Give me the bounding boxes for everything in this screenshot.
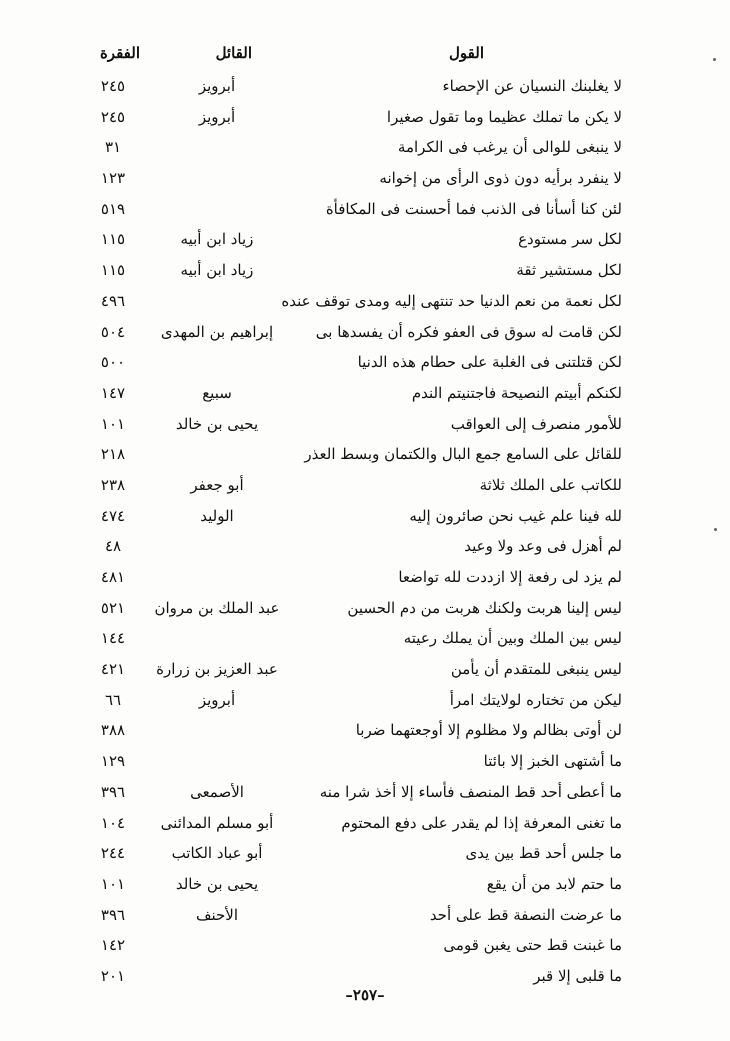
quote-text: ما جلس أحد قط بين يدى: [465, 844, 622, 863]
table-row: [0, 746, 730, 777]
quote-text: للقائل على السامع جمع البال والكتمان وبسط العذر: [304, 445, 622, 464]
table-row: [0, 777, 730, 808]
quote-text: لكل نعمة من نعم الدنيا حد تنتهى إليه ومدى توقف عنده: [281, 291, 622, 310]
quote-text: لكنكم أبيتم النصيحة فاجتنيتم الندم: [411, 383, 622, 402]
paragraph-number: ١٤٤: [100, 629, 126, 648]
quote-text: لكل سر مستودع: [518, 230, 622, 249]
paragraph-number: ٥٠٤: [100, 322, 126, 341]
speaker-name: عبد الملك بن مروان: [154, 598, 280, 617]
table-row: [0, 900, 730, 931]
table-row: [0, 808, 730, 839]
paragraph-number: ٣١: [104, 138, 122, 157]
quote-text: ليس إلينا هربت ولكنك هربت من دم الحسين: [347, 598, 622, 617]
speaker-name: أبو عباد الكاتب: [171, 844, 263, 863]
quote-text: لكن قتلتنى فى الغلبة على حطام هذه الدنيا: [357, 353, 622, 372]
quote-text: ما أشتهى الخبز إلا بائتا: [483, 752, 622, 771]
speaker-name: عبد العزيز بن زرارة: [156, 660, 278, 679]
quote-text: لم أهزل فى وعد ولا وعيد: [464, 537, 622, 556]
paragraph-number: ٢٠١: [100, 966, 126, 985]
quote-text: لئن كنا أسأنا فى الذنب فما أحسنت فى المكافأة: [325, 199, 622, 218]
header-quote: القول: [449, 44, 484, 62]
paragraph-number: ١٤٧: [100, 383, 126, 402]
quote-text: لا ينفرد برأيه دون ذوى الرأى من إخوانه: [379, 169, 622, 188]
quote-text: ليس ينبغى للمتقدم أن يأمن: [450, 660, 622, 679]
speaker-name: إبراهيم بن المهدى: [160, 322, 274, 341]
quote-text: لا يكن ما تملك عظيما وما تقول صغيرا: [386, 107, 622, 126]
table-row: [0, 531, 730, 562]
table-row: [0, 255, 730, 286]
paragraph-number: ٥١٩: [100, 199, 126, 218]
paragraph-number: ٢٤٥: [100, 77, 126, 95]
paragraph-number: ٤٨١: [100, 568, 126, 586]
quote-text: للكاتب على الملك ثلاثة: [479, 475, 622, 494]
paragraph-number: ١٠١: [100, 414, 126, 433]
paragraph-number: ٣٩٦: [100, 782, 126, 801]
paragraph-number: ٦٦: [104, 690, 122, 709]
quote-text: ما غبنت قط حتى يغبن قومى: [443, 936, 622, 955]
paragraph-number: ١١٥: [100, 261, 126, 280]
speaker-name: زياد ابن أبيه: [180, 230, 254, 249]
speaker-name: أبرويز: [198, 690, 236, 709]
paragraph-number: ١٤٢: [100, 936, 126, 955]
table-row: [0, 132, 730, 163]
table-row: [0, 501, 730, 532]
quote-text: ما عرضت النصفة قط على أحد: [429, 905, 622, 924]
table-row: [0, 71, 730, 102]
table-row: [0, 317, 730, 348]
quote-text: ما قلبى إلا قبر: [533, 966, 622, 985]
table-row: [0, 838, 730, 869]
paragraph-number: ١١٥: [100, 230, 126, 249]
paragraph-number: ٥٢١: [100, 598, 126, 617]
quote-text: لا ينبغى للوالى أن يرغب فى الكرامة: [397, 138, 622, 157]
quote-text: لم يزد لى رفعة إلا ازددت لله تواضعا: [398, 568, 622, 586]
table-row: [0, 224, 730, 255]
table-row: [0, 439, 730, 470]
paragraph-number: ١٠٤: [100, 813, 126, 832]
table-row: [0, 194, 730, 225]
table-row: [0, 869, 730, 900]
paragraph-number: ٣٨٨: [100, 721, 126, 740]
paragraph-number: ٤٩٦: [100, 291, 126, 310]
table-row: [0, 470, 730, 501]
paragraph-number: ٤٨: [104, 537, 122, 556]
table-row: [0, 347, 730, 378]
table-row: [0, 378, 730, 409]
quote-text: ليس بين الملك وبين أن يملك رعيته: [403, 629, 622, 648]
table-row: [0, 623, 730, 654]
quote-text: لكل مستشير ثقة: [516, 261, 622, 280]
speaker-name: الوليد: [200, 506, 234, 525]
paragraph-number: ٢١٨: [100, 445, 126, 464]
paragraph-number: ٢٤٥: [100, 107, 126, 126]
speaker-name: أبو جعفر: [190, 475, 244, 494]
paragraph-number: ٥٠٠: [100, 353, 126, 372]
speaker-name: زياد ابن أبيه: [180, 261, 254, 280]
table-row: [0, 685, 730, 716]
table-row: [0, 593, 730, 624]
quote-text: ليكن من تختاره لولايتك امرأ: [449, 690, 622, 709]
quote-text: ما حتم لابد من أن يقع: [486, 874, 622, 893]
speaker-name: سبيع: [202, 383, 232, 402]
table-row: [0, 715, 730, 746]
speaker-name: يحيى بن خالد: [175, 874, 259, 893]
table-row: [0, 409, 730, 440]
speaker-name: يحيى بن خالد: [175, 414, 259, 433]
quote-text: لله فينا علم غيب نحن صائرون إليه: [409, 506, 622, 525]
quote-text: ما أعطى أحد قط المنصف فأساء إلا أخذ شرا منه: [319, 782, 622, 801]
speaker-name: الأصمعى: [190, 782, 244, 801]
table-row: [0, 163, 730, 194]
quote-text: لن أوتى بظالم ولا مظلوم إلا أوجعتهما ضربا: [355, 721, 622, 740]
speaker-name: الأحنف: [195, 905, 239, 924]
paragraph-number: ١٠١: [100, 874, 126, 893]
table-row: [0, 562, 730, 593]
header-paragraph: الفقرة: [99, 44, 140, 62]
quote-text: لا يغلبنك النسيان عن الإحصاء: [442, 77, 622, 95]
page-number: –٢٥٧–: [345, 986, 385, 1004]
paragraph-number: ٤٢١: [100, 660, 126, 679]
paragraph-number: ٣٩٦: [100, 905, 126, 924]
table-row: [0, 930, 730, 961]
speaker-name: أبرويز: [198, 77, 236, 95]
paragraph-number: ٢٣٨: [100, 475, 126, 494]
quote-text: ما تغنى المعرفة إذا لم يقدر على دفع المحتوم: [341, 813, 622, 832]
paragraph-number: ١٢٩: [100, 752, 126, 771]
table-row: [0, 654, 730, 685]
table-header: [0, 44, 730, 70]
table-row: [0, 286, 730, 317]
paragraph-number: ١٢٣: [100, 169, 126, 188]
table-row: [0, 102, 730, 133]
quote-text: لكن قامت له سوق فى العفو فكره أن يفسدها بى: [315, 322, 622, 341]
header-speaker: القائل: [215, 44, 252, 62]
paragraph-number: ٤٧٤: [100, 506, 126, 525]
quotes-table: [0, 71, 730, 992]
paragraph-number: ٢٤٤: [100, 844, 126, 863]
speaker-name: أبرويز: [198, 107, 236, 126]
quote-text: للأمور منصرف إلى العواقب: [450, 414, 622, 433]
speaker-name: أبو مسلم المدائنى: [160, 813, 274, 832]
